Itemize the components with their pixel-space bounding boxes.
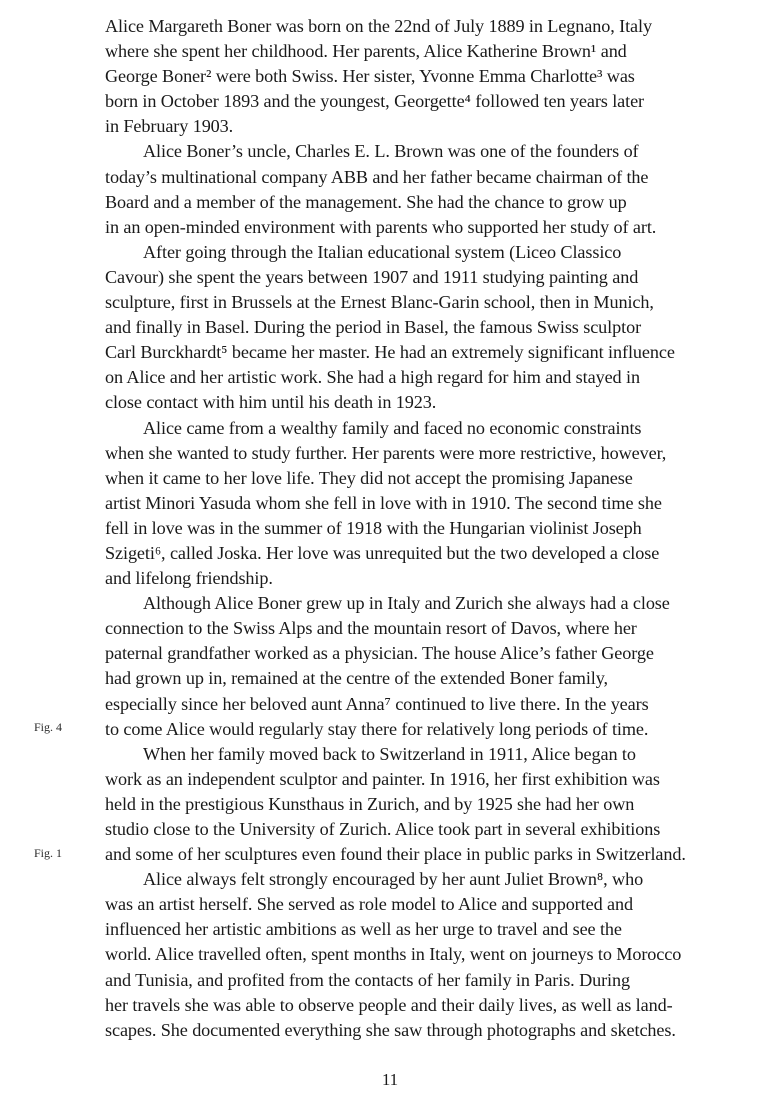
text-line: George Boner² were both Swiss. Her sister, Yvonne Emma Charlotte³ was [105,66,635,87]
text-line: on Alice and her artistic work. She had a high regard for him and stayed in [105,367,640,388]
text-line: studio close to the University of Zurich. Alice took part in several exhibitions [105,819,661,839]
text-line: and lifelong friendship. [105,568,273,589]
text-line: today’s multinational company ABB and her father became chairman of the [105,166,649,187]
margin-note-fig-4: Fig. 4 [34,720,63,734]
text-line: when she wanted to study further. Her parents were more restrictive, however, [105,442,667,463]
text-line: had grown up in, remained at the centre of the extended Boner family, [105,668,609,689]
paragraph-5 [105,591,745,742]
text-line: where she spent her childhood. Her parents, Alice Katherine Brown¹ and [105,41,627,62]
paragraph-4 [105,416,745,592]
text-line: and Tunisia, and profited from the contacts of her family in Paris. During [105,969,630,990]
text-line: Alice came from a wealthy family and faced no economic constraints [143,417,642,438]
text-line: world. Alice travelled often, spent months in Italy, went on journeys to Morocco [105,944,682,965]
text-line: her travels she was able to observe people and their daily lives, as well as land- [105,994,673,1015]
page-number: 11 [381,1070,399,1089]
text-line: in February 1903. [105,116,234,137]
text-line: artist Minori Yasuda whom she fell in love with in 1910. The second time she [105,492,662,513]
text-line: and some of her sculptures even found their place in public parks in Switzerland. [105,844,686,865]
text-line: After going through the Italian educational system (Liceo Classico [143,241,622,262]
text-line: especially since her beloved aunt Anna⁷ continued to live there. In the years [105,693,649,714]
text-line: Alice Boner’s uncle, Charles E. L. Brown was one of the founders of [143,141,639,162]
paragraph-6 [105,742,745,867]
text-line: scapes. She documented everything she saw through photographs and sketches. [105,1019,676,1040]
text-line: when it came to her love life. They did not accept the promising Japanese [105,467,633,488]
text-line: was an artist herself. She served as role model to Alice and supported and [105,894,633,915]
text-line: connection to the Swiss Alps and the mountain resort of Davos, where her [105,618,637,639]
paragraph-1 [105,14,745,139]
text-line: and finally in Basel. During the period in Basel, the famous Swiss sculptor [105,317,642,338]
paragraph-2 [105,139,745,239]
text-line: held in the prestigious Kunsthaus in Zurich, and by 1925 she had her own [105,793,635,814]
text-line: influenced her artistic ambitions as well as her urge to travel and see the [105,919,622,940]
text-line: sculpture, first in Brussels at the Ernest Blanc-Garin school, then in Munich, [105,292,654,313]
paragraph-7 [105,867,745,1043]
text-line: paternal grandfather worked as a physician. The house Alice’s father George [105,643,654,664]
body-text [105,14,745,1043]
margin-note-fig-1: Fig. 1 [34,846,63,860]
text-line: Cavour) she spent the years between 1907 and 1911 studying painting and [105,266,639,287]
text-line: Alice Margareth Boner was born on the 22nd of July 1889 in Legnano, Italy [105,16,652,36]
text-line: fell in love was in the summer of 1918 with the Hungarian violinist Joseph [105,517,642,538]
text-line: to come Alice would regularly stay there for relatively long periods of time. [105,718,649,739]
text-line: Although Alice Boner grew up in Italy and Zurich she always had a close [143,593,670,614]
text-line: close contact with him until his death in 1923. [105,392,437,413]
text-line: Alice always felt strongly encouraged by her aunt Juliet Brown⁸, who [143,869,644,890]
text-line: Carl Burckhardt⁵ became her master. He had an extremely significant influence [105,342,675,363]
paragraph-3 [105,240,745,416]
text-line: Board and a member of the management. She had the chance to grow up [105,191,627,212]
text-line: in an open-minded environment with parents who supported her study of art. [105,216,657,237]
text-line: born in October 1893 and the youngest, Georgette⁴ followed ten years later [105,91,645,112]
text-line: work as an independent sculptor and painter. In 1916, her first exhibition was [105,768,660,789]
text-line: Szigeti⁶, called Joska. Her love was unrequited but the two developed a close [105,542,660,563]
text-line: When her family moved back to Switzerland in 1911, Alice began to [143,743,636,764]
